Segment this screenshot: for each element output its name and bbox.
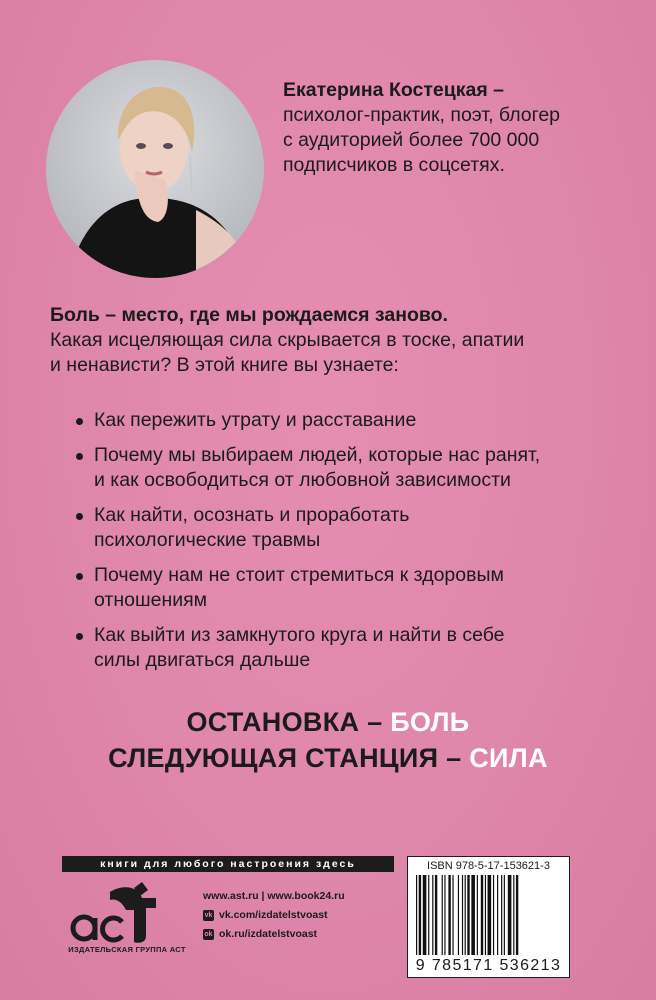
barcode-bar bbox=[516, 875, 518, 955]
vk-link[interactable]: vk.com/izdatelstvoast bbox=[219, 909, 328, 921]
book-intro bbox=[50, 303, 610, 378]
ok-link[interactable]: ok.ru/izdatelstvoast bbox=[219, 928, 318, 940]
publisher-links bbox=[203, 887, 345, 944]
bullet-icon bbox=[76, 573, 83, 580]
publisher-logo bbox=[64, 880, 214, 970]
list-item bbox=[50, 443, 610, 493]
barcode-bar bbox=[416, 875, 417, 955]
isbn-barcode bbox=[407, 856, 570, 978]
publisher-caption: ИЗДАТЕЛЬСКАЯ ГРУППА АСТ bbox=[68, 945, 186, 954]
intro-line: Какая исцеляющая сила скрывается в тоске, апатии bbox=[50, 329, 525, 351]
author-info bbox=[283, 78, 623, 178]
list-item bbox=[50, 503, 610, 553]
barcode-bar bbox=[428, 875, 429, 955]
barcode-number: 9 785171 536213 bbox=[415, 957, 562, 974]
slogan-text: ОСТАНОВКА – bbox=[186, 707, 391, 737]
list-item bbox=[50, 623, 610, 673]
list-item bbox=[50, 408, 610, 433]
list-item-text: силы двигаться дальше bbox=[94, 649, 311, 671]
isbn-text: ISBN 978-5-17-153621-3 bbox=[427, 860, 550, 872]
bullet-icon bbox=[76, 453, 83, 460]
barcode-bar bbox=[471, 875, 475, 955]
barcode-bars bbox=[414, 875, 564, 957]
barcode-bar bbox=[485, 875, 486, 955]
list-item-text: Почему нам не стоит стремиться к здоровым bbox=[94, 564, 504, 586]
list-item-text: и как освободиться от любовной зависимости bbox=[94, 469, 511, 491]
tagline-bar: книги для любого настроения здесь bbox=[62, 856, 394, 872]
ok-icon: ok bbox=[204, 931, 213, 938]
barcode-bar bbox=[508, 875, 512, 955]
barcode-bar bbox=[432, 875, 433, 955]
barcode-bar bbox=[501, 875, 502, 955]
benefits-list bbox=[50, 408, 610, 683]
author-bio-line: подписчиков в соцсетях. bbox=[283, 154, 505, 176]
list-item-text: отношениям bbox=[94, 589, 208, 611]
barcode-bar bbox=[493, 875, 494, 955]
barcode-bar bbox=[444, 875, 445, 955]
list-item-text: Как выйти из замкнутого круга и найти в себе bbox=[94, 624, 505, 646]
author-name: Екатерина Костецкая – bbox=[283, 79, 504, 101]
barcode-bar bbox=[488, 875, 492, 955]
barcode-bar bbox=[458, 875, 459, 955]
barcode-bar bbox=[497, 875, 498, 955]
barcode-bar bbox=[513, 875, 514, 955]
barcode-bar bbox=[477, 875, 478, 955]
barcode-bar bbox=[481, 875, 483, 955]
bullet-icon bbox=[76, 633, 83, 640]
author-bio-line: психолог-практик, поэт, блогер bbox=[283, 104, 561, 126]
slogan-line-1 bbox=[0, 707, 656, 738]
author-photo bbox=[46, 60, 264, 278]
barcode-bar bbox=[465, 875, 466, 955]
barcode-bar bbox=[448, 875, 450, 955]
slogan-text: СЛЕДУЮЩАЯ СТАНЦИЯ – bbox=[108, 743, 470, 773]
barcode-bar bbox=[467, 875, 469, 955]
list-item-text: Почему мы выбираем людей, которые нас ранят, bbox=[94, 444, 541, 466]
intro-lead: Боль – место, где мы рождаемся заново. bbox=[50, 304, 448, 326]
barcode-bar bbox=[504, 875, 505, 955]
list-item bbox=[50, 563, 610, 613]
slogan-accent: БОЛЬ bbox=[390, 707, 470, 737]
list-item-text: психологические травмы bbox=[94, 529, 321, 551]
websites-link[interactable]: www.ast.ru | www.book24.ru bbox=[203, 890, 345, 902]
barcode-bar bbox=[419, 875, 421, 955]
barcode-bar bbox=[442, 875, 443, 955]
slogan-line-2 bbox=[0, 743, 656, 774]
bullet-icon bbox=[76, 513, 83, 520]
barcode-bar bbox=[423, 875, 427, 955]
list-item-text: Как найти, осознать и проработать bbox=[94, 504, 410, 526]
slogan-accent: СИЛА bbox=[469, 743, 548, 773]
vk-icon: vk bbox=[204, 912, 213, 919]
list-item-text: Как пережить утрату и расставание bbox=[94, 409, 417, 431]
barcode-bar bbox=[462, 875, 463, 955]
bullet-icon bbox=[76, 418, 83, 425]
intro-line: и ненависти? В этой книге вы узнаете: bbox=[50, 354, 399, 376]
barcode-bar bbox=[452, 875, 453, 955]
barcode-bar bbox=[435, 875, 437, 955]
author-bio-line: с аудиторией более 700 000 bbox=[283, 129, 540, 151]
